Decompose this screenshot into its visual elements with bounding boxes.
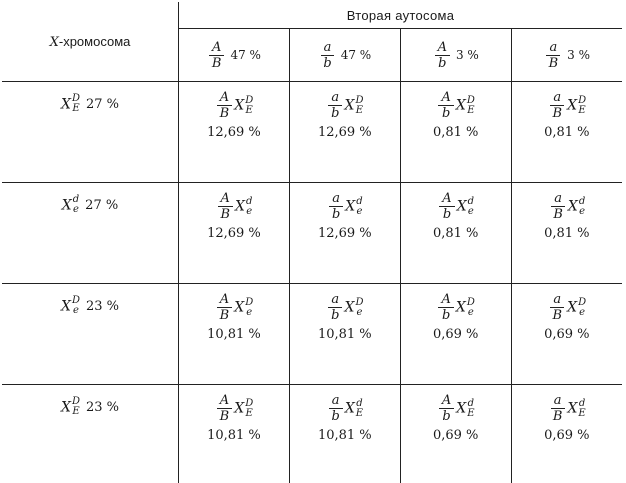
fraction-denominator: b xyxy=(328,106,342,121)
gene-letter: X xyxy=(61,399,71,415)
genotype-formula xyxy=(401,292,511,323)
x-genotype xyxy=(235,199,252,213)
genotype-frequency: 0,69 % xyxy=(512,428,622,443)
column-percent: 3 % xyxy=(456,48,479,62)
fraction-denominator: b xyxy=(328,308,342,323)
autosome-column-3 xyxy=(400,29,511,82)
fraction-numerator: A xyxy=(218,191,233,207)
gene-subscript: E xyxy=(72,104,80,114)
gene-indices xyxy=(72,296,80,316)
gene-letter: X xyxy=(567,401,577,417)
x-genotype xyxy=(61,97,80,112)
gene-superscript: d xyxy=(578,399,585,409)
genotype-cell xyxy=(511,284,622,385)
genotype-frequency: 12,69 % xyxy=(290,226,400,241)
fraction-numerator: A xyxy=(439,393,454,409)
autosome-header: Вторая аутосома xyxy=(179,2,623,29)
fraction-denominator: B xyxy=(209,56,225,71)
genotype-formula xyxy=(401,90,511,121)
x-genotype xyxy=(234,98,253,112)
x-chromosome-row-label xyxy=(2,385,179,483)
gene-letter: X xyxy=(235,199,245,215)
gene-subscript: E xyxy=(245,106,253,116)
fraction xyxy=(217,393,233,424)
genotype-formula xyxy=(401,393,511,424)
genotype-frequency: 0,69 % xyxy=(512,327,622,342)
fraction-numerator: A xyxy=(217,90,232,106)
fraction xyxy=(320,40,334,71)
genotype-frequency: 10,81 % xyxy=(179,327,289,342)
genotype-cell xyxy=(511,385,622,483)
fraction-denominator: b xyxy=(320,56,334,71)
fraction-denominator: b xyxy=(440,207,454,222)
gene-indices xyxy=(246,197,252,217)
gene-indices xyxy=(467,399,474,419)
gene-indices xyxy=(578,96,586,116)
fraction xyxy=(439,191,454,222)
gene-indices xyxy=(245,96,253,116)
fraction-numerator: A xyxy=(438,292,453,308)
fraction-numerator: A xyxy=(217,292,232,308)
fraction xyxy=(217,292,233,323)
gene-letter: X xyxy=(457,199,467,215)
genotype-formula xyxy=(179,191,289,222)
genotype-frequency: 0,81 % xyxy=(512,125,622,140)
row-percent: 27 % xyxy=(86,97,119,112)
fraction-denominator: B xyxy=(217,106,233,121)
x-chromosome-row-label xyxy=(2,82,179,183)
table-row xyxy=(2,82,622,183)
x-genotype xyxy=(344,300,363,314)
x-genotype xyxy=(61,299,80,314)
table-row xyxy=(2,385,622,483)
row-percent: 23 % xyxy=(86,299,119,314)
genotype-cell xyxy=(511,82,622,183)
gene-indices xyxy=(355,96,363,116)
fraction-denominator: B xyxy=(550,409,566,424)
genotype-formula xyxy=(512,90,622,121)
genotype-formula xyxy=(290,90,400,121)
x-chromosome-row-label xyxy=(2,183,179,284)
genotype-cell xyxy=(400,385,511,483)
gene-indices xyxy=(73,195,79,215)
fraction-numerator: a xyxy=(329,191,343,207)
fraction-numerator: a xyxy=(550,90,564,106)
x-genotype xyxy=(234,401,253,415)
gene-letter: X xyxy=(456,401,466,417)
fraction-denominator: b xyxy=(329,207,343,222)
genotype-cell xyxy=(179,82,290,183)
x-genotype xyxy=(456,300,475,314)
genotype-frequency: 0,69 % xyxy=(401,428,511,443)
x-chromosome-header xyxy=(2,2,179,82)
gene-indices xyxy=(467,96,475,116)
genotype-formula xyxy=(179,292,289,323)
x-genotype xyxy=(344,98,363,112)
genotype-cell xyxy=(289,82,400,183)
gene-superscript: d xyxy=(467,399,474,409)
x-genotype xyxy=(567,300,586,314)
genotype-formula xyxy=(401,191,511,222)
gene-letter: X xyxy=(345,199,355,215)
fraction-denominator: b xyxy=(439,106,453,121)
gene-letter: X xyxy=(568,199,578,215)
genotype-frequency: 10,81 % xyxy=(290,428,400,443)
x-genotype xyxy=(456,98,475,112)
fraction xyxy=(329,393,343,424)
gene-superscript: D xyxy=(245,399,253,409)
genotype-cell xyxy=(179,385,290,483)
fraction xyxy=(550,90,566,121)
gene-indices xyxy=(579,197,585,217)
gene-letter: X xyxy=(344,98,354,114)
gene-superscript: D xyxy=(72,296,80,306)
column-percent: 3 % xyxy=(567,48,590,62)
gene-letter: X xyxy=(234,300,244,316)
gene-indices xyxy=(467,298,475,318)
gene-superscript: D xyxy=(72,94,80,104)
autosome-column-1 xyxy=(179,29,290,82)
gene-subscript: e xyxy=(355,308,363,318)
gene-indices xyxy=(356,197,362,217)
gene-subscript: E xyxy=(355,106,363,116)
gene-subscript: E xyxy=(578,106,586,116)
genotype-formula xyxy=(179,90,289,121)
row-percent: 27 % xyxy=(85,198,118,213)
fraction-numerator: a xyxy=(551,393,565,409)
fraction-numerator: A xyxy=(209,40,224,56)
x-genotype xyxy=(567,98,586,112)
gene-indices xyxy=(72,94,80,114)
fraction-denominator: b xyxy=(435,56,449,71)
gene-subscript: E xyxy=(245,409,253,419)
genotype-formula xyxy=(179,393,289,424)
genotype-cell xyxy=(511,183,622,284)
fraction xyxy=(438,90,453,121)
x-genotype xyxy=(345,199,362,213)
gene-letter: X xyxy=(345,401,355,417)
fraction-denominator: B xyxy=(550,308,566,323)
x-genotype xyxy=(567,401,585,415)
gene-letter: X xyxy=(234,401,244,417)
fraction-denominator: B xyxy=(550,207,566,222)
fraction-numerator: a xyxy=(329,393,343,409)
genotype-frequency: 10,81 % xyxy=(179,428,289,443)
genotype-formula xyxy=(290,393,400,424)
fraction-denominator: b xyxy=(329,409,343,424)
fraction-numerator: a xyxy=(321,40,335,56)
genotype-cell xyxy=(400,284,511,385)
fraction-denominator: b xyxy=(439,308,453,323)
fraction xyxy=(550,292,566,323)
gene-indices xyxy=(468,197,474,217)
fraction xyxy=(438,292,453,323)
fraction-numerator: A xyxy=(217,393,232,409)
genotype-frequency: 0,81 % xyxy=(512,226,622,241)
gene-subscript: E xyxy=(467,409,474,419)
fraction xyxy=(435,40,450,71)
gene-indices xyxy=(356,399,363,419)
genotype-frequency: 0,69 % xyxy=(401,327,511,342)
x-genotype xyxy=(61,400,80,415)
gene-superscript: D xyxy=(467,96,475,106)
genotype-cell xyxy=(400,183,511,284)
gene-superscript: d xyxy=(246,197,252,207)
fraction-numerator: A xyxy=(438,90,453,106)
fraction-numerator: a xyxy=(328,292,342,308)
genotype-formula xyxy=(290,292,400,323)
fraction-numerator: A xyxy=(435,40,450,56)
gene-letter: X xyxy=(567,300,577,316)
x-genotype xyxy=(568,199,585,213)
gene-superscript: D xyxy=(245,96,253,106)
fraction-denominator: B xyxy=(217,308,233,323)
gene-superscript: d xyxy=(579,197,585,207)
genotype-cell xyxy=(289,183,400,284)
gene-subscript: E xyxy=(356,409,363,419)
gene-superscript: d xyxy=(73,195,79,205)
fraction-numerator: a xyxy=(550,292,564,308)
fraction xyxy=(439,393,454,424)
gene-subscript: e xyxy=(73,205,79,215)
gene-superscript: D xyxy=(578,96,586,106)
gene-subscript: e xyxy=(468,207,474,217)
fraction xyxy=(329,191,343,222)
x-genotype xyxy=(62,198,79,213)
table-row xyxy=(2,284,622,385)
autosome-column-4 xyxy=(511,29,622,82)
fraction xyxy=(217,90,233,121)
fraction xyxy=(550,191,566,222)
fraction-numerator: A xyxy=(439,191,454,207)
fraction-denominator: b xyxy=(439,409,453,424)
gene-indices xyxy=(578,399,585,419)
gene-superscript: d xyxy=(356,197,362,207)
genotype-cell xyxy=(289,385,400,483)
gene-indices xyxy=(72,397,80,417)
x-genotype xyxy=(456,401,474,415)
autosome-column-2 xyxy=(289,29,400,82)
gene-subscript: E xyxy=(72,407,80,417)
fraction-denominator: B xyxy=(546,56,562,71)
genotype-frequency: 12,69 % xyxy=(179,226,289,241)
genotype-formula xyxy=(512,191,622,222)
x-header-suffix: -хромосома xyxy=(59,34,131,49)
gene-subscript: E xyxy=(578,409,585,419)
genotype-formula xyxy=(290,191,400,222)
genotype-frequency: 0,81 % xyxy=(401,125,511,140)
gene-superscript: D xyxy=(72,397,80,407)
x-letter: X xyxy=(50,35,59,50)
gene-subscript: e xyxy=(245,308,253,318)
gene-superscript: D xyxy=(355,298,363,308)
gene-letter: X xyxy=(456,98,466,114)
genotype-cell xyxy=(179,183,290,284)
gene-letter: X xyxy=(61,96,71,112)
fraction-numerator: a xyxy=(328,90,342,106)
fraction-numerator: a xyxy=(551,191,565,207)
gene-superscript: D xyxy=(355,96,363,106)
gene-letter: X xyxy=(61,298,71,314)
column-percent: 47 % xyxy=(230,48,261,62)
gene-subscript: e xyxy=(579,207,585,217)
genotype-cell xyxy=(400,82,511,183)
fraction xyxy=(550,393,566,424)
fraction xyxy=(209,40,225,71)
genotype-frequency: 12,69 % xyxy=(179,125,289,140)
x-genotype xyxy=(457,199,474,213)
gene-subscript: e xyxy=(356,207,362,217)
fraction xyxy=(328,292,342,323)
fraction-denominator: B xyxy=(217,409,233,424)
fraction-numerator: a xyxy=(546,40,560,56)
fraction xyxy=(546,40,562,71)
x-genotype xyxy=(345,401,363,415)
genotype-frequency-table xyxy=(2,2,622,483)
genotype-frequency: 12,69 % xyxy=(290,125,400,140)
gene-letter: X xyxy=(62,197,72,213)
gene-superscript: D xyxy=(245,298,253,308)
row-percent: 23 % xyxy=(86,400,119,415)
gene-superscript: d xyxy=(356,399,363,409)
gene-superscript: D xyxy=(578,298,586,308)
gene-subscript: e xyxy=(246,207,252,217)
fraction-denominator: B xyxy=(217,207,233,222)
genotype-frequency: 10,81 % xyxy=(290,327,400,342)
gene-subscript: E xyxy=(467,106,475,116)
genotype-cell xyxy=(289,284,400,385)
x-chromosome-row-label xyxy=(2,284,179,385)
fraction xyxy=(328,90,342,121)
gene-letter: X xyxy=(344,300,354,316)
gene-indices xyxy=(245,298,253,318)
genotype-frequency: 0,81 % xyxy=(401,226,511,241)
gene-letter: X xyxy=(234,98,244,114)
gene-letter: X xyxy=(567,98,577,114)
genotype-formula xyxy=(512,393,622,424)
gene-superscript: D xyxy=(467,298,475,308)
gene-indices xyxy=(578,298,586,318)
genotype-formula xyxy=(512,292,622,323)
fraction-denominator: B xyxy=(550,106,566,121)
gene-superscript: d xyxy=(468,197,474,207)
x-genotype xyxy=(234,300,253,314)
genotype-cell xyxy=(179,284,290,385)
gene-letter: X xyxy=(456,300,466,316)
column-percent: 47 % xyxy=(341,48,372,62)
gene-indices xyxy=(245,399,253,419)
gene-subscript: e xyxy=(578,308,586,318)
gene-subscript: e xyxy=(467,308,475,318)
fraction xyxy=(217,191,233,222)
table-row xyxy=(2,183,622,284)
gene-indices xyxy=(355,298,363,318)
gene-subscript: e xyxy=(72,306,80,316)
